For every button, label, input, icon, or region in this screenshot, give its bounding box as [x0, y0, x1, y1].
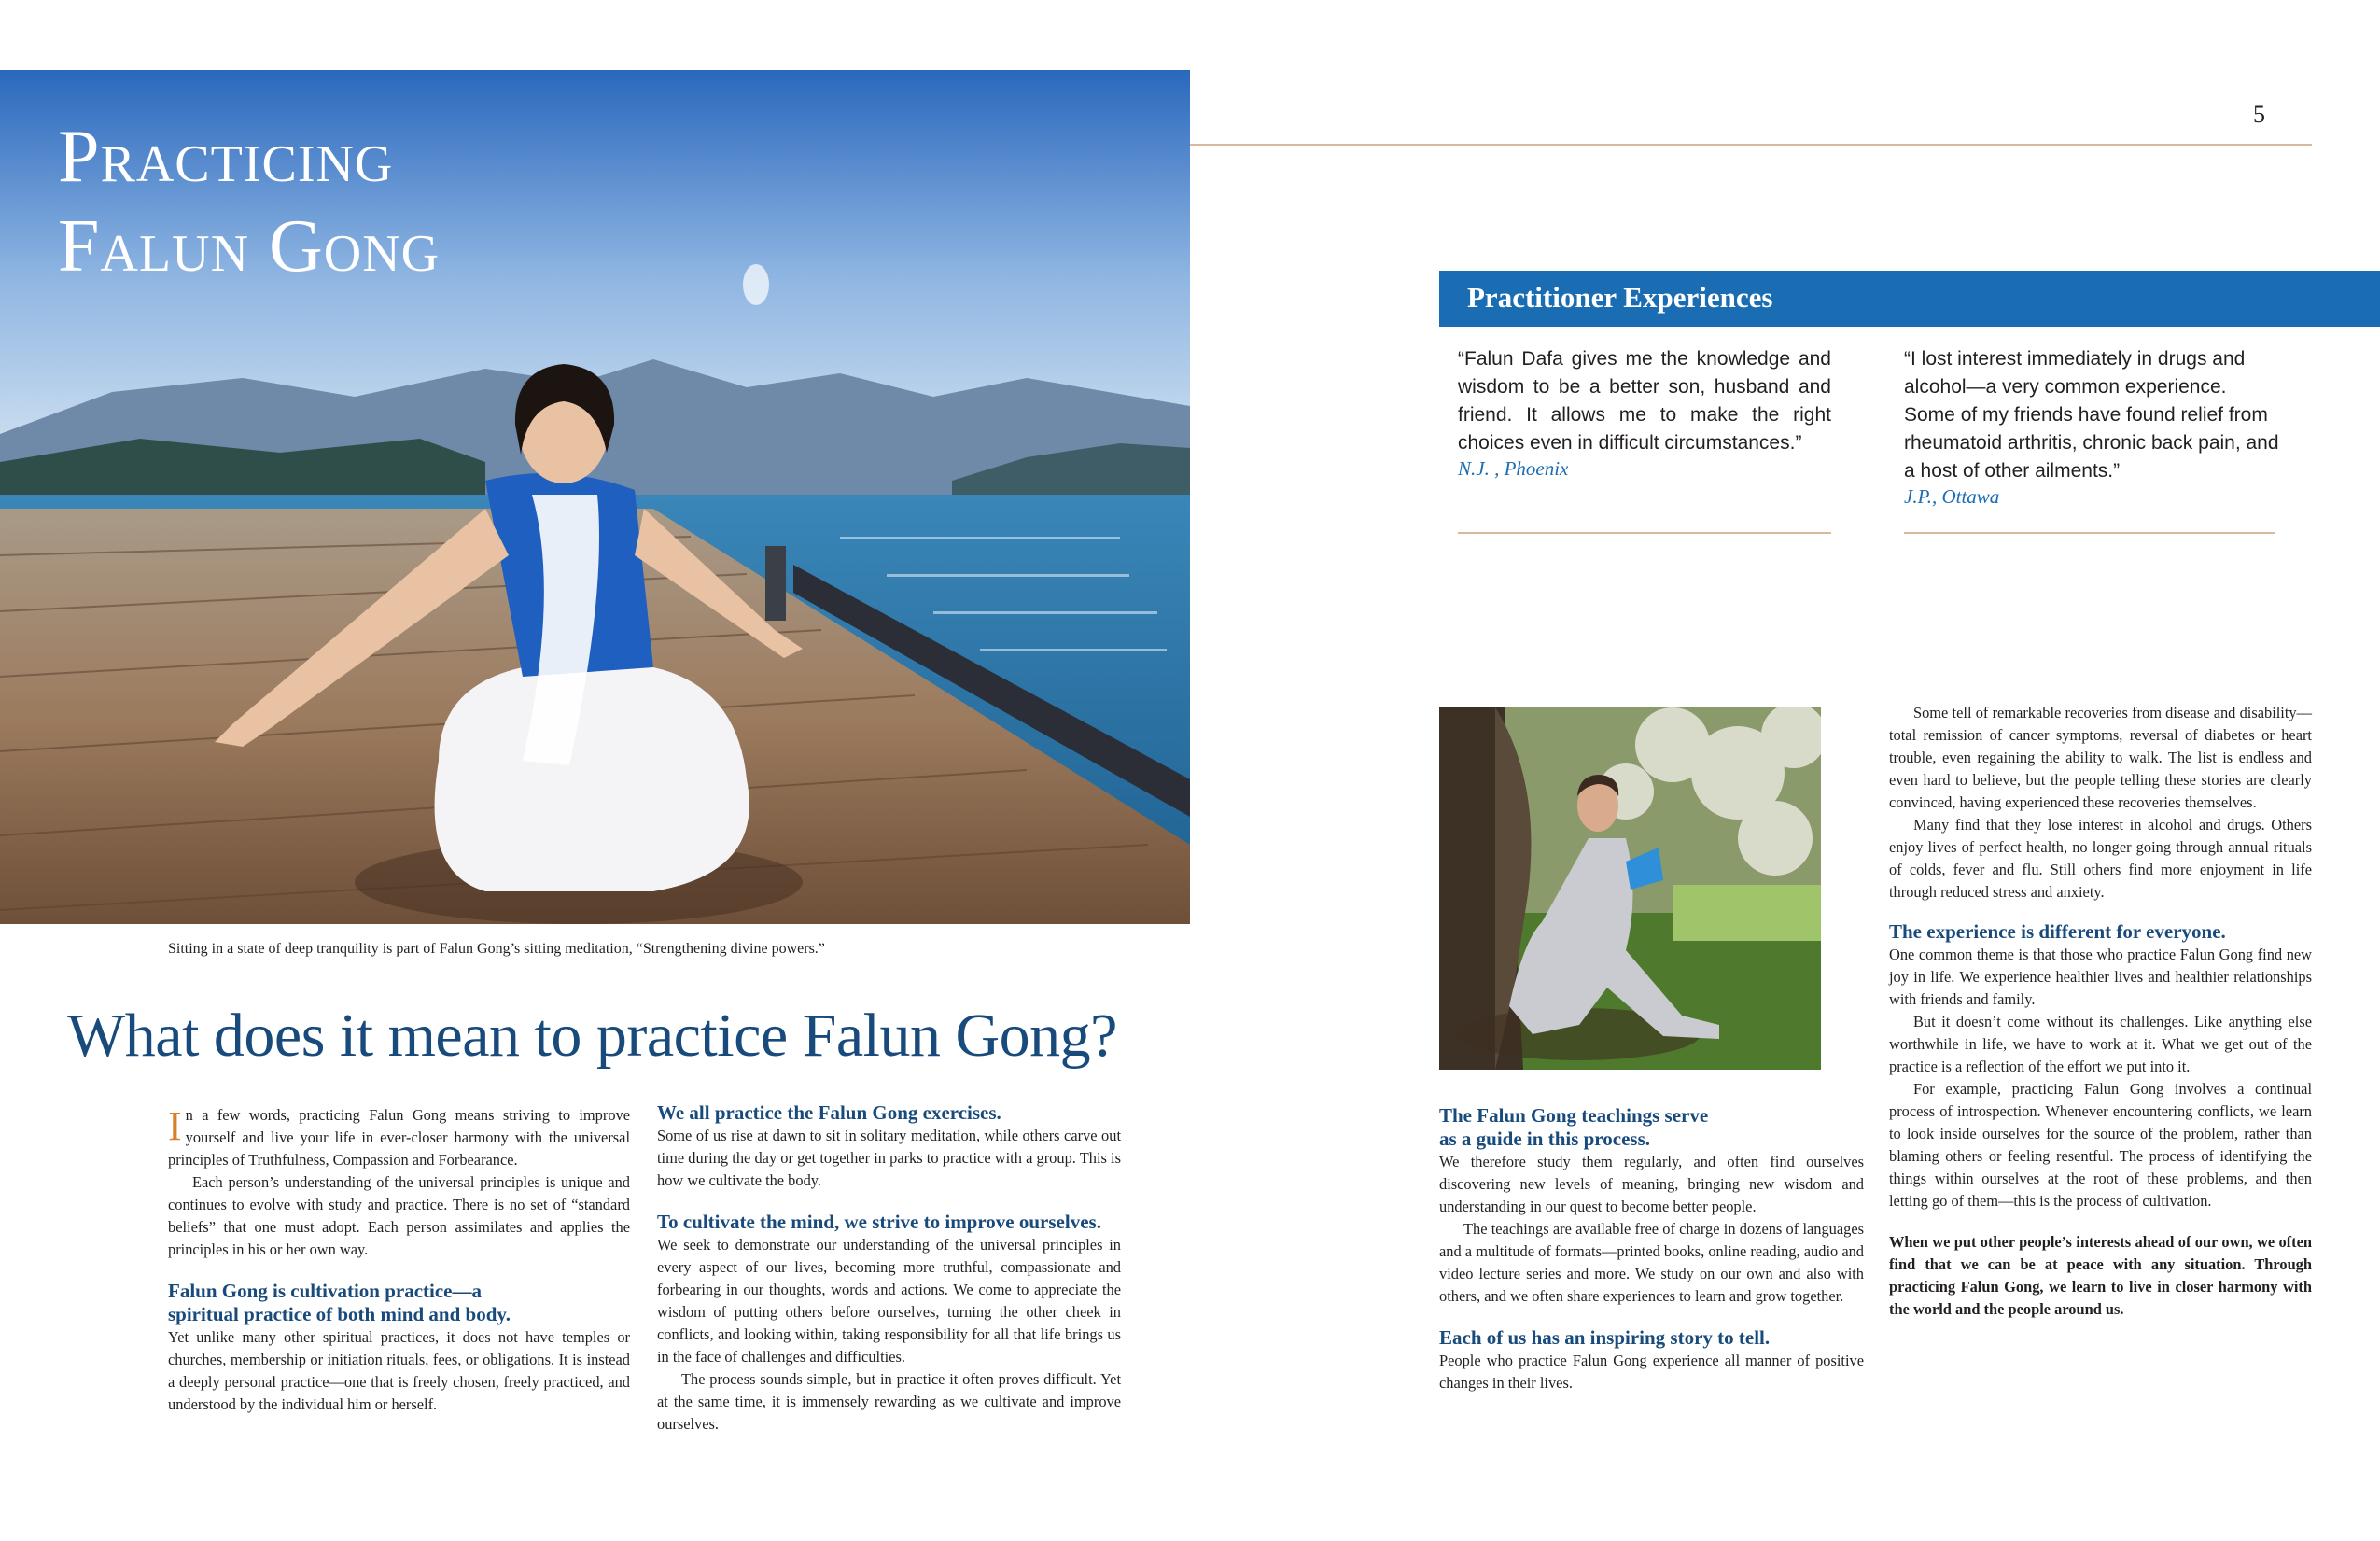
main-heading: What does it mean to practice Falun Gong?: [67, 1002, 1117, 1070]
photo-caption: Sitting in a state of deep tranquility is part of Falun Gong’s sitting meditation, “Strengthening divine powers.”: [168, 941, 825, 957]
left-column-1: [168, 1104, 630, 1416]
paragraph: For example, practicing Falun Gong involves a continual process of introspection. Whenever encountering conflicts, we learn to look inside ourselves for the source of the problem, rather than blaming others or feeling resentful. The process of identifying the things within ourselves at the root of these problems, and then letting go of them—this is the process of cultivation.: [1889, 1080, 2312, 1210]
subheading-line: The Falun Gong teachings serve: [1439, 1104, 1709, 1127]
subheading: To cultivate the mind, we strive to improve ourselves.: [657, 1211, 1101, 1233]
paragraph: We therefore study them regularly, and often find ourselves discovering new levels of meaning, bringing new wisdom and understanding in our quest to become better people.: [1439, 1153, 1864, 1215]
paragraph: The teachings are available free of charge in dozens of languages and a multitude of formats—printed books, online reading, audio and video lecture series and more. We study on our own and also with others, and we often share experiences to learn and grow together.: [1439, 1220, 1864, 1305]
quote-text: “Falun Dafa gives me the knowledge and wisdom to be a better son, husband and friend. It allows me to make the right choices even in difficult circumstances.”: [1458, 348, 1831, 454]
paragraph: Many find that they lose interest in alcohol and drugs. Others enjoy lives of perfect health, no longer going through annual rituals of colds, fever and flu. Still others find more enjoyment in life through reduced stress and anxiety.: [1889, 816, 2312, 901]
left-column-2: [657, 1101, 1121, 1436]
experiences-heading: Practitioner Experiences: [1467, 281, 1773, 314]
paragraph: One common theme is that those who practice Falun Gong find new joy in life. We experience healthier lives and healthier relationships with friends and family.: [1889, 946, 2312, 1008]
hero-title-line1: Practicing: [58, 116, 394, 198]
subheading-line: as a guide in this process.: [1439, 1128, 1650, 1150]
hero-title: [58, 112, 440, 291]
paragraph: Some of us rise at dawn to sit in solitary meditation, while others carve out time during the day or get together in parks to practice with a group. This is how we cultivate the body.: [657, 1127, 1121, 1189]
reading-scene: [1439, 707, 1821, 1070]
hero-title-line2: Falun Gong: [58, 205, 441, 287]
page-number: 5: [2253, 101, 2265, 128]
subheading: [1439, 1104, 1864, 1151]
paragraph: Each person’s understanding of the universal principles is unique and continues to evolve with study and practice. There is no set of “standard beliefs” that one must adopt. Each person assimilates and applies the principles in his or her own way.: [168, 1173, 630, 1258]
paragraph: People who practice Falun Gong experience all manner of positive changes in their lives.: [1439, 1352, 1864, 1392]
quote-block-1: [1458, 345, 1831, 481]
paragraph: We seek to demonstrate our understanding of the universal principles in every aspect of our lives, becoming more truthful, compassionate and forbearing in our thoughts, words and actions. We come to appreciate the wisdom of putting others before ourselves, turning the other cheek in conflicts, and looking within, taking responsibility for all that life brings us in the face of challenges and difficulties.: [657, 1236, 1121, 1366]
subheading-line: Falun Gong is cultivation practice—a: [168, 1280, 482, 1302]
header-rule: [1190, 144, 2312, 146]
right-column-1: [1439, 1104, 1864, 1394]
right-column-2: [1889, 702, 2312, 1321]
reading-photo: [1439, 707, 1821, 1070]
quote-attribution: J.P., Ottawa: [1904, 485, 2000, 508]
quote-text: “I lost interest immediately in drugs and alcohol—a very common experience. Some of my friends have found relief from rheumatoid arthritis, chronic back pain, and a host of other ailments.”: [1904, 348, 2279, 482]
experiences-banner: [1439, 271, 2380, 327]
quote-rule: [1458, 532, 1831, 534]
subheading: [168, 1280, 630, 1326]
quote-rule: [1904, 532, 2275, 534]
drop-cap: I: [168, 1103, 182, 1149]
paragraph: Some tell of remarkable recoveries from disease and disability—total remission of cancer symptoms, reversal of diabetes or heart trouble, even regaining the ability to walk. The list is endless and even hard to believe, but the people telling these stories are clearly convinced, having experienced these recoveries themselves.: [1889, 704, 2312, 811]
closing-paragraph: When we put other people’s interests ahead of our own, we often find that we can be at peace with any situation. Through practicing Falun Gong, we learn to live in closer harmony with the world and the people around us.: [1889, 1233, 2312, 1318]
quote-attribution: N.J. , Phoenix: [1458, 457, 1569, 480]
subheading: We all practice the Falun Gong exercises.: [657, 1101, 1001, 1124]
subheading-line: spiritual practice of both mind and body.: [168, 1303, 511, 1325]
intro-text: n a few words, practicing Falun Gong means striving to improve yourself and live your life in ever-closer harmony with the universal principles of Truthfulness, Compassion and Forbearance.: [168, 1106, 630, 1169]
quote-block-2: [1904, 345, 2279, 509]
paragraph: Yet unlike many other spiritual practices, it does not have temples or churches, membership or initiation rituals, fees, or obligations. It is instead a deeply personal practice—one that is freely chosen, freely practiced, and understood by the individual him or herself.: [168, 1328, 630, 1413]
paragraph: The process sounds simple, but in practice it often proves difficult. Yet at the same time, it is immensely rewarding as we cultivate and improve ourselves.: [657, 1370, 1121, 1433]
intro-paragraph: [168, 1104, 630, 1171]
subheading: Each of us has an inspiring story to tell.: [1439, 1326, 1771, 1349]
subheading: The experience is different for everyone.: [1889, 920, 2226, 943]
paragraph: But it doesn’t come without its challenges. Like anything else worthwhile in life, we have to work at it. What we get out of the practice is a reflection of the effort we put into it.: [1889, 1013, 2312, 1075]
